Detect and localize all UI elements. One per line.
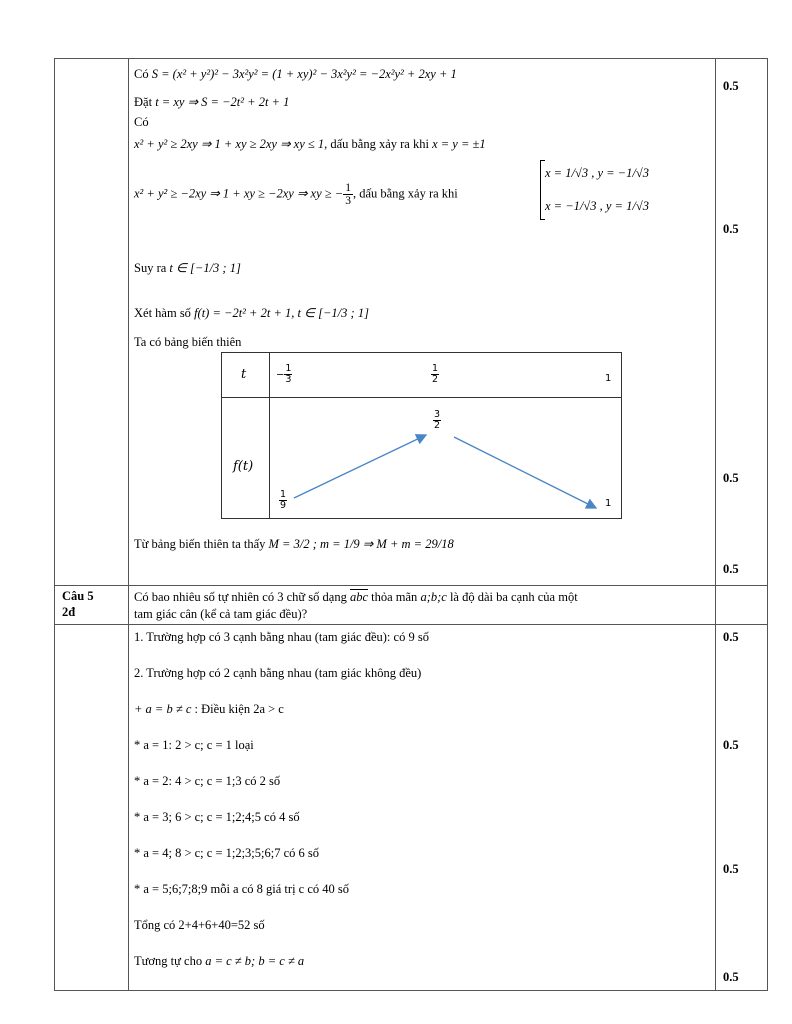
- t-row-label: t: [241, 367, 247, 382]
- answer-total: Tổng có 2+4+6+40=52 số: [134, 918, 265, 932]
- table-border-left: [54, 58, 55, 991]
- question-line-1: Có bao nhiêu số tự nhiên có 3 chữ số dạng abc thỏa mãn a;b;c là độ dài ba cạnh của một: [134, 590, 578, 604]
- answer-a2: * a = 2: 4 > c; c = 1;3 có 2 số: [134, 774, 281, 788]
- line-conclusion: Từ bảng biến thiên ta thấy M = 3/2 ; m = 1/9 ⇒ M + m = 29/18: [134, 537, 454, 551]
- answer-a4: * a = 4; 8 > c; c = 1;2;3;5;6;7 có 6 số: [134, 846, 320, 860]
- score-4: 0.5: [723, 562, 739, 576]
- line-substitution: Đặt t = xy ⇒ S = −2t² + 2t + 1: [134, 95, 290, 109]
- f-row-label: f(t): [233, 459, 254, 474]
- score-6: 0.5: [723, 738, 739, 752]
- variation-arrows: [222, 353, 623, 520]
- system-case-1: x = 1/√3 , y = −1/√3: [545, 166, 649, 180]
- line-expand-s: Có S = (x² + y²)² − 3x²y² = (1 + xy)² − 3x²y² = −2x²y² + 2xy + 1: [134, 67, 457, 81]
- row-divider-1: [54, 585, 768, 586]
- t-value-start: − $\frac{1}{3}$: [276, 363, 292, 386]
- answer-case-2: 2. Trường hợp có 2 cạnh bằng nhau (tam giác không đều): [134, 666, 422, 680]
- score-7: 0.5: [723, 862, 739, 876]
- table-border-top: [54, 58, 768, 59]
- score-1: 0.5: [723, 79, 739, 93]
- answer-a1: * a = 1: 2 > c; c = 1 loại: [134, 738, 254, 752]
- t-value-end: 1: [605, 373, 612, 384]
- answer-similar: Tương tự cho a = c ≠ b; b = c ≠ a: [134, 954, 305, 968]
- score-3: 0.5: [723, 471, 739, 485]
- system-case-2: x = −1/√3 , y = 1/√3: [545, 199, 649, 213]
- f-value-end: 1: [605, 498, 612, 509]
- table-border-bottom: [54, 990, 768, 991]
- answer-condition: + a = b ≠ c : Điều kiện 2a > c: [134, 702, 284, 716]
- line-function: Xét hàm số f(t) = −2t² + 2t + 1, t ∈ [−1/3 ; 1]: [134, 306, 369, 320]
- question-label: Câu 5: [62, 589, 94, 603]
- column-divider-1: [128, 58, 129, 991]
- score-8: 0.5: [723, 970, 739, 984]
- line-inequality-1: x² + y² ≥ 2xy ⇒ 1 + xy ≥ 2xy ⇒ xy ≤ 1, dấu bằng xảy ra khi x = y = ±1: [134, 137, 486, 151]
- row-divider-2: [54, 624, 768, 625]
- answer-case-1: 1. Trường hợp có 3 cạnh bằng nhau (tam giác đều): có 9 số: [134, 630, 429, 644]
- f-value-max: $\frac{3}{2}$: [434, 409, 441, 432]
- decreasing-arrow: [454, 437, 596, 508]
- table-border-right: [767, 58, 768, 991]
- variation-table: [221, 352, 622, 519]
- question-line-2: tam giác cân (kể cả tam giác đều)?: [134, 607, 308, 621]
- line-range-t: Suy ra t ∈ [−1/3 ; 1]: [134, 261, 241, 275]
- question-points: 2đ: [62, 605, 76, 619]
- score-2: 0.5: [723, 222, 739, 236]
- line-inequality-2: x² + y² ≥ −2xy ⇒ 1 + xy ≥ −2xy ⇒ xy ≥ − $\frac{1}{3}$ , dấu bằng xảy ra khi: [134, 182, 458, 208]
- line-co: Có: [134, 115, 149, 129]
- t-value-vertex: $\frac{1}{2}$: [432, 363, 439, 386]
- f-value-start: $\frac{1}{9}$: [280, 489, 287, 512]
- score-5: 0.5: [723, 630, 739, 644]
- increasing-arrow: [294, 435, 426, 498]
- line-variation-intro: Ta có bảng biến thiên: [134, 335, 242, 349]
- equality-system: [540, 160, 649, 220]
- answer-a3: * a = 3; 6 > c; c = 1;2;4;5 có 4 số: [134, 810, 300, 824]
- answer-a5-9: * a = 5;6;7;8;9 mỗi a có 8 giá trị c có 40 số: [134, 882, 349, 896]
- column-divider-2: [715, 58, 716, 991]
